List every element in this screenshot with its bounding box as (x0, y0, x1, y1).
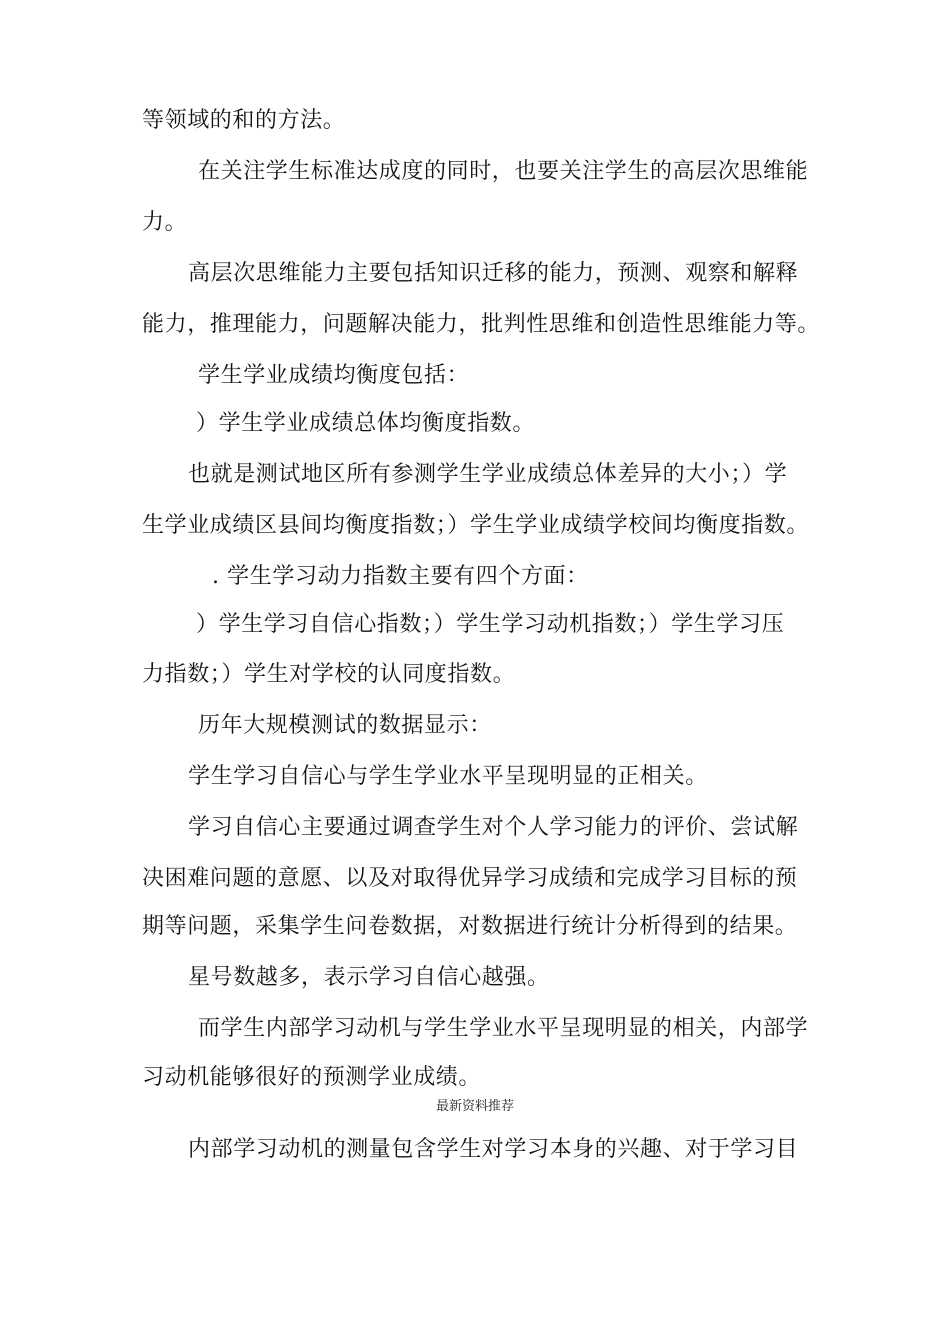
text-line: 也就是测试地区所有参测学生学业成绩总体差异的大小；）学 (188, 462, 788, 487)
text-line: 高层次思维能力主要包括知识迁移的能力，预测、观察和解释 (188, 261, 799, 286)
text-line: 星号数越多，表示学习自信心越强。 (188, 965, 550, 990)
text-line: ）学生学习自信心指数；）学生学习动机指数；）学生学习压 (196, 612, 785, 637)
page-footer: 最新资料推荐 (435, 1099, 514, 1114)
text-line: 学生学习自信心与学生学业水平呈现明显的正相关。 (188, 764, 708, 789)
text-line: 在关注学生标准达成度的同时，也要关注学生的高层次思维能 (198, 159, 809, 184)
text-line: 力指数；）学生对学校的认同度指数。 (142, 662, 516, 687)
text-line: 生学业成绩区县间均衡度指数；）学生学业成绩学校间均衡度指数。 (142, 513, 810, 538)
text-line: 习动机能够很好的预测学业成绩。 (142, 1065, 482, 1090)
text-line: ）学生学业成绩总体均衡度指数。 (196, 411, 536, 436)
text-line: 决困难问题的意愿、以及对取得优异学习成绩和完成学习目标的预 (142, 866, 798, 891)
text-line: 历年大规模测试的数据显示： (198, 713, 492, 738)
text-line: . 学生学习动力指数主要有四个方面： (212, 564, 589, 589)
text-line: 能力，推理能力，问题解决能力，批判性思维和创造性思维能力等。 (142, 312, 821, 337)
text-line: 内部学习动机的测量包含学生对学习本身的兴趣、对于学习目 (188, 1137, 799, 1162)
text-line: 力。 (142, 210, 188, 235)
text-line: 而学生内部学习动机与学生学业水平呈现明显的相关，内部学 (198, 1016, 809, 1041)
text-line: 等领域的和的方法。 (142, 108, 346, 133)
text-line: 学生学业成绩均衡度包括： (198, 363, 470, 388)
text-line: 期等问题，采集学生问卷数据，对数据进行统计分析得到的结果。 (142, 914, 798, 939)
text-line: 学习自信心主要通过调查学生对个人学习能力的评价、尝试解 (188, 815, 799, 840)
